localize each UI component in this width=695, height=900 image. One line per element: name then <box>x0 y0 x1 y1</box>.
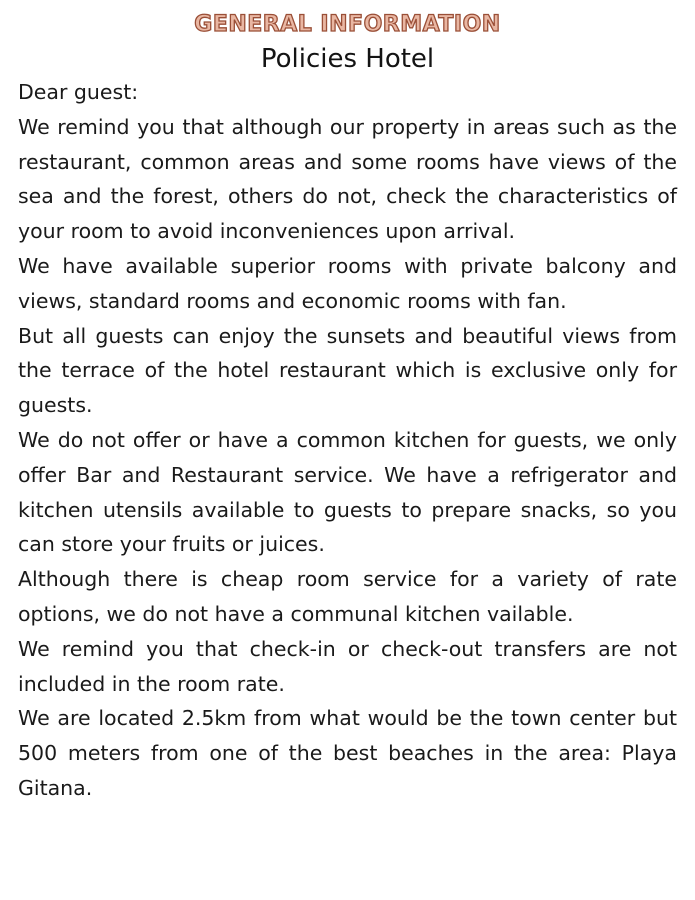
paragraph-room-service: Although there is cheap room service for a variety of rate options, we do not have a communal kitchen vailable. <box>18 567 677 626</box>
paragraph-views: We remind you that although our property in areas such as the restaurant, common areas and some rooms have views of the sea and the forest, others do not, check the characteristics of your room to avoid inconveniences upon arrival. <box>18 114 677 244</box>
paragraph-location: We are located 2.5km from what would be the town center but 500 meters from one of the best beaches in the area: Playa Gitana. <box>18 706 677 800</box>
paragraph-kitchen: We do not offer or have a common kitchen for guests, we only offer Bar and Restaurant service. We have a refrigerator and kitchen utensils available to guests to prepare snacks, so you can store your fruits or juices. <box>18 427 677 557</box>
section-heading: GENERAL INFORMATION <box>194 12 501 37</box>
paragraph-terrace: But all guests can enjoy the sunsets and beautiful views from the terrace of the hotel restaurant which is exclusive only for guests. <box>18 323 677 418</box>
paragraph-room-types: We have available superior rooms with private balcony and views, standard rooms and economic rooms with fan. <box>18 253 677 313</box>
paragraph-transfers: We remind you that check-in or check-out transfers are not included in the room rate. <box>18 636 677 696</box>
greeting-line: Dear guest: <box>18 80 139 104</box>
document-body <box>18 75 677 806</box>
document-subtitle: Policies Hotel <box>260 44 435 74</box>
